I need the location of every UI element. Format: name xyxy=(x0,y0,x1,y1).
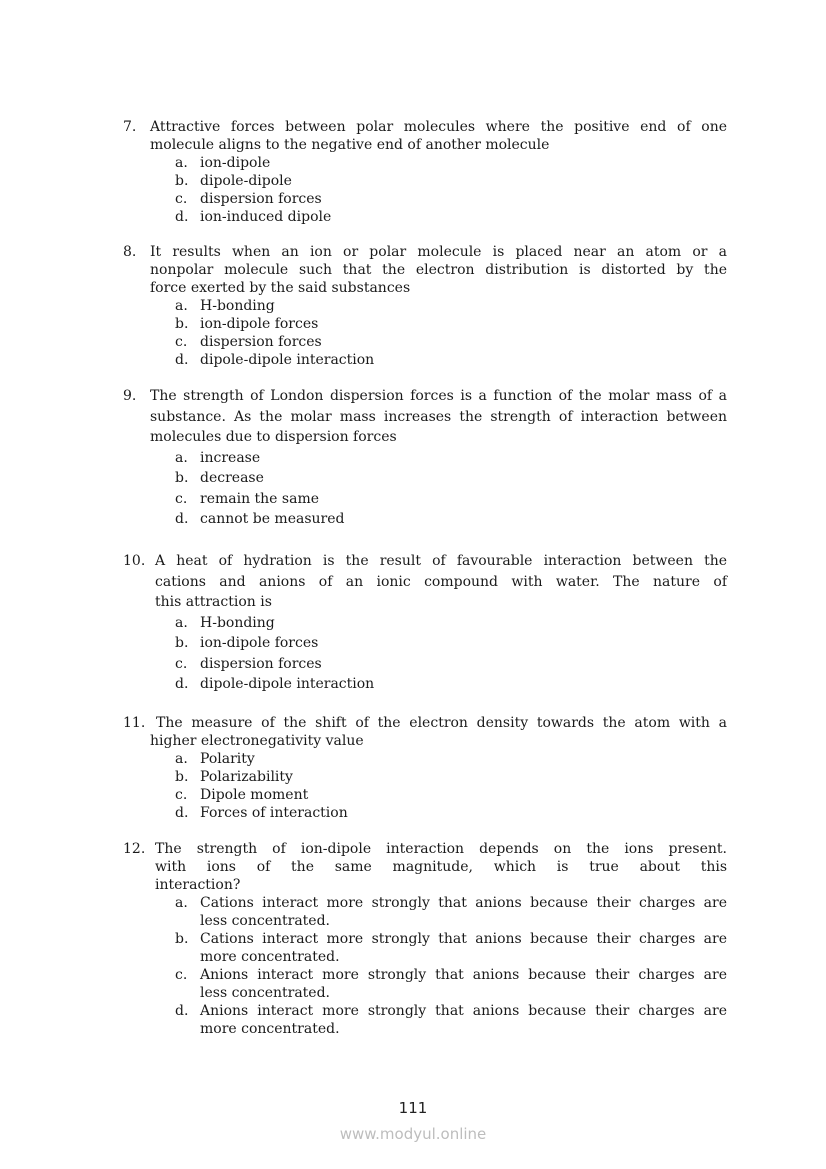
question-text-line: It results when an ion or polar molecule is placed near an atom or a xyxy=(150,244,727,260)
question-number: 8. xyxy=(123,244,137,260)
option-letter: d. xyxy=(175,676,189,692)
question-text-line: The measure of the shift of the electron density towards the atom with a xyxy=(156,715,727,731)
option-text: more concentrated. xyxy=(200,949,340,965)
option-letter: b. xyxy=(175,470,189,486)
page-number: 111 xyxy=(398,1099,428,1117)
option-letter: b. xyxy=(175,173,189,189)
question-number: 12. xyxy=(123,841,146,857)
option-text: Cations interact more strongly that anions because their charges are xyxy=(200,931,727,947)
question-text-line: higher electronegativity value xyxy=(150,733,364,749)
question-text-line: with ions of the same magnitude, which is true about this xyxy=(155,859,727,875)
option-text: ion-induced dipole xyxy=(200,209,332,225)
option-letter: a. xyxy=(175,895,188,911)
option-text: H-bonding xyxy=(200,614,275,631)
option-letter: a. xyxy=(175,155,188,171)
option-letter: d. xyxy=(175,1003,189,1019)
question-number: 9. xyxy=(123,388,137,404)
option-text: ion-dipole xyxy=(200,155,271,171)
option-text: dipole-dipole interaction xyxy=(200,676,375,692)
question-text-line: molecules due to dispersion forces xyxy=(150,429,397,445)
option-letter: a. xyxy=(175,751,188,767)
option-text: Cations interact more strongly that anions because their charges are xyxy=(200,895,727,911)
question-text-line: nonpolar molecule such that the electron distribution is distorted by the xyxy=(150,262,727,278)
option-text: more concentrated. xyxy=(200,1021,340,1037)
option-text: decrease xyxy=(200,470,264,486)
question-text-line: interaction? xyxy=(155,877,241,893)
option-letter: c. xyxy=(175,334,188,350)
watermark-url: www.modyul.online xyxy=(339,1125,487,1143)
question-number: 11. xyxy=(123,715,146,731)
option-letter: a. xyxy=(175,449,188,466)
option-text: dipole-dipole interaction xyxy=(200,352,375,368)
option-text: Anions interact more strongly that anions because their charges are xyxy=(200,1003,727,1019)
option-text: less concentrated. xyxy=(200,985,330,1001)
option-letter: d. xyxy=(175,209,189,225)
question-text-line: cations and anions of an ionic compound with water. The nature of xyxy=(155,573,727,590)
option-letter: d. xyxy=(175,805,189,821)
option-text: Polarity xyxy=(200,751,255,767)
option-text: ion-dipole forces xyxy=(200,635,319,651)
option-text: Anions interact more strongly that anions because their charges are xyxy=(200,967,727,983)
option-letter: c. xyxy=(175,490,188,507)
option-text: increase xyxy=(200,449,261,466)
option-text: remain the same xyxy=(200,490,320,507)
option-text: cannot be measured xyxy=(200,511,345,527)
option-text: ion-dipole forces xyxy=(200,316,319,332)
option-text: dipole-dipole xyxy=(200,173,292,189)
option-letter: b. xyxy=(175,931,189,947)
option-text: H-bonding xyxy=(200,298,275,314)
option-letter: b. xyxy=(175,635,189,651)
option-text: dispersion forces xyxy=(200,191,322,207)
question-text-line: substance. As the molar mass increases the strength of interaction between xyxy=(150,408,727,425)
option-letter: d. xyxy=(175,352,189,368)
question-number: 10. xyxy=(123,553,146,569)
option-letter: a. xyxy=(175,298,188,314)
option-text: Forces of interaction xyxy=(200,805,348,821)
option-text: Polarizability xyxy=(200,769,293,785)
option-letter: c. xyxy=(175,191,188,207)
question-text-line: force exerted by the said substances xyxy=(150,280,411,296)
question-text-line: The strength of ion-dipole interaction depends on the ions present. xyxy=(155,841,727,857)
option-text: Dipole moment xyxy=(200,787,309,803)
question-text-line: The strength of London dispersion forces is a function of the molar mass of a xyxy=(150,388,727,404)
option-text: dispersion forces xyxy=(200,334,322,350)
question-text-line: molecule aligns to the negative end of another molecule xyxy=(150,137,550,153)
question-text-line: Attractive forces between polar molecules where the positive end of one xyxy=(150,119,727,135)
option-letter: d. xyxy=(175,511,189,527)
option-text: less concentrated. xyxy=(200,913,330,929)
option-letter: b. xyxy=(175,769,189,785)
option-letter: b. xyxy=(175,316,189,332)
question-text-line: this attraction is xyxy=(155,594,272,610)
option-text: dispersion forces xyxy=(200,655,322,672)
option-letter: c. xyxy=(175,967,188,983)
option-letter: c. xyxy=(175,655,188,672)
option-letter: a. xyxy=(175,614,188,631)
question-number: 7. xyxy=(123,119,137,135)
option-letter: c. xyxy=(175,787,188,803)
question-text-line: A heat of hydration is the result of favourable interaction between the xyxy=(155,553,727,569)
